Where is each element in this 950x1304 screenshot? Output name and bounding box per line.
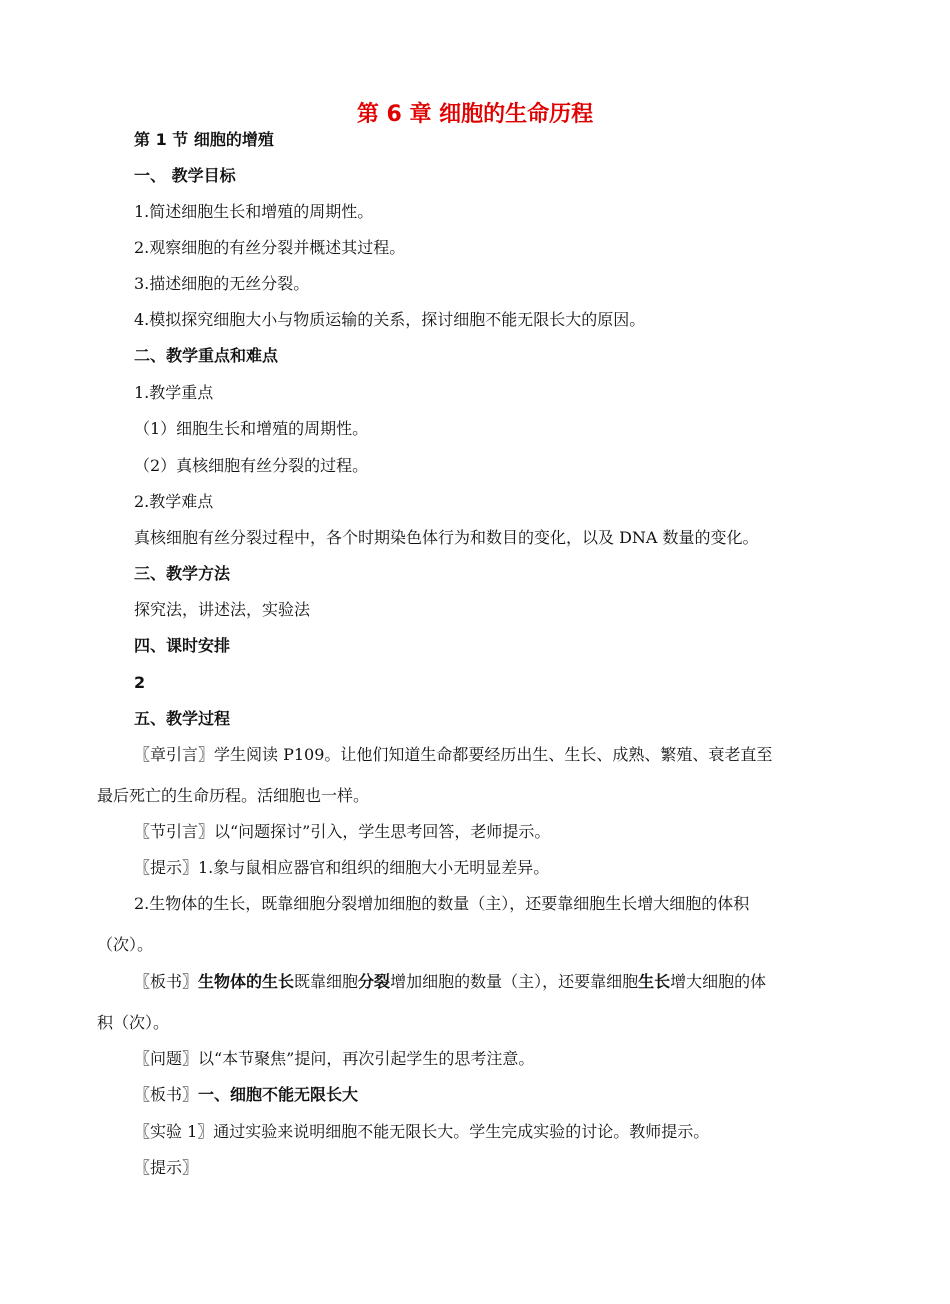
para-board-2 — [134, 1084, 358, 1106]
board-bold-2: 分裂 — [358, 972, 391, 991]
board-text-1: 既靠细胞 — [294, 972, 359, 991]
para-chapter-intro-1: 〖章引言〗学生阅读 P109。让他们知道生命都要经历出生、生长、成熟、繁殖、衰老直至 — [134, 745, 773, 764]
section-title: 第 1 节 细胞的增殖 — [134, 130, 274, 149]
heading-goals: 一、 教学目标 — [134, 166, 236, 185]
key-1: （1）细胞生长和增殖的周期性。 — [134, 419, 369, 438]
goal-2: 2.观察细胞的有丝分裂并概述其过程。 — [134, 238, 406, 257]
board-bold-3: 生长 — [638, 972, 671, 991]
heading-key-points: 二、教学重点和难点 — [134, 346, 279, 365]
heading-hours: 四、课时安排 — [134, 636, 231, 655]
difficulty-title: 2.教学难点 — [134, 492, 214, 511]
board-bold-1: 生物体的生长 — [198, 972, 295, 991]
para-chapter-intro-2: 最后死亡的生命历程。活细胞也一样。 — [97, 786, 370, 805]
goal-4: 4.模拟探究细胞大小与物质运输的关系，探讨细胞不能无限长大的原因。 — [134, 310, 646, 329]
board-text-2: 增加细胞的数量（主），还要靠细胞 — [390, 972, 639, 991]
board-text-3: 增大细胞的体 — [670, 972, 767, 991]
hours-value: 2 — [134, 673, 146, 692]
key-2: （2）真核细胞有丝分裂的过程。 — [134, 456, 369, 475]
para-hint-1: 〖提示〗1.象与鼠相应器官和组织的细胞大小无明显差异。 — [134, 858, 550, 877]
goal-1: 1.简述细胞生长和增殖的周期性。 — [134, 202, 374, 221]
para-section-intro: 〖节引言〗以“问题探讨”引入，学生思考回答，老师提示。 — [134, 822, 551, 841]
para-question: 〖问题〗以“本节聚焦”提问，再次引起学生的思考注意。 — [134, 1049, 535, 1068]
para-hint-2a: 2.生物体的生长，既靠细胞分裂增加细胞的数量（主），还要靠细胞生长增大细胞的体积 — [134, 894, 750, 913]
board-label: 〖板书〗 — [134, 972, 199, 991]
board-label-2: 〖板书〗 — [134, 1085, 199, 1104]
chapter-title: 第 6 章 细胞的生命历程 — [356, 102, 594, 127]
para-hint-2b: （次）。 — [97, 935, 154, 954]
key-title: 1.教学重点 — [134, 383, 214, 402]
difficulty-1: 真核细胞有丝分裂过程中，各个时期染色体行为和数目的变化，以及 DNA 数量的变化。 — [134, 528, 759, 547]
para-experiment: 〖实验 1〗通过实验来说明细胞不能无限长大。学生完成实验的讨论。教师提示。 — [134, 1122, 710, 1141]
heading-process: 五、教学过程 — [134, 709, 231, 728]
board-bold-4: 一、细胞不能无限长大 — [198, 1085, 359, 1104]
goal-3: 3.描述细胞的无丝分裂。 — [134, 274, 310, 293]
para-hint-label: 〖提示〗 — [134, 1158, 199, 1177]
para-board-1b: 积（次）。 — [97, 1013, 170, 1032]
para-board-1a — [134, 971, 766, 993]
heading-methods: 三、教学方法 — [134, 564, 231, 583]
methods-text: 探究法，讲述法，实验法 — [134, 600, 311, 619]
